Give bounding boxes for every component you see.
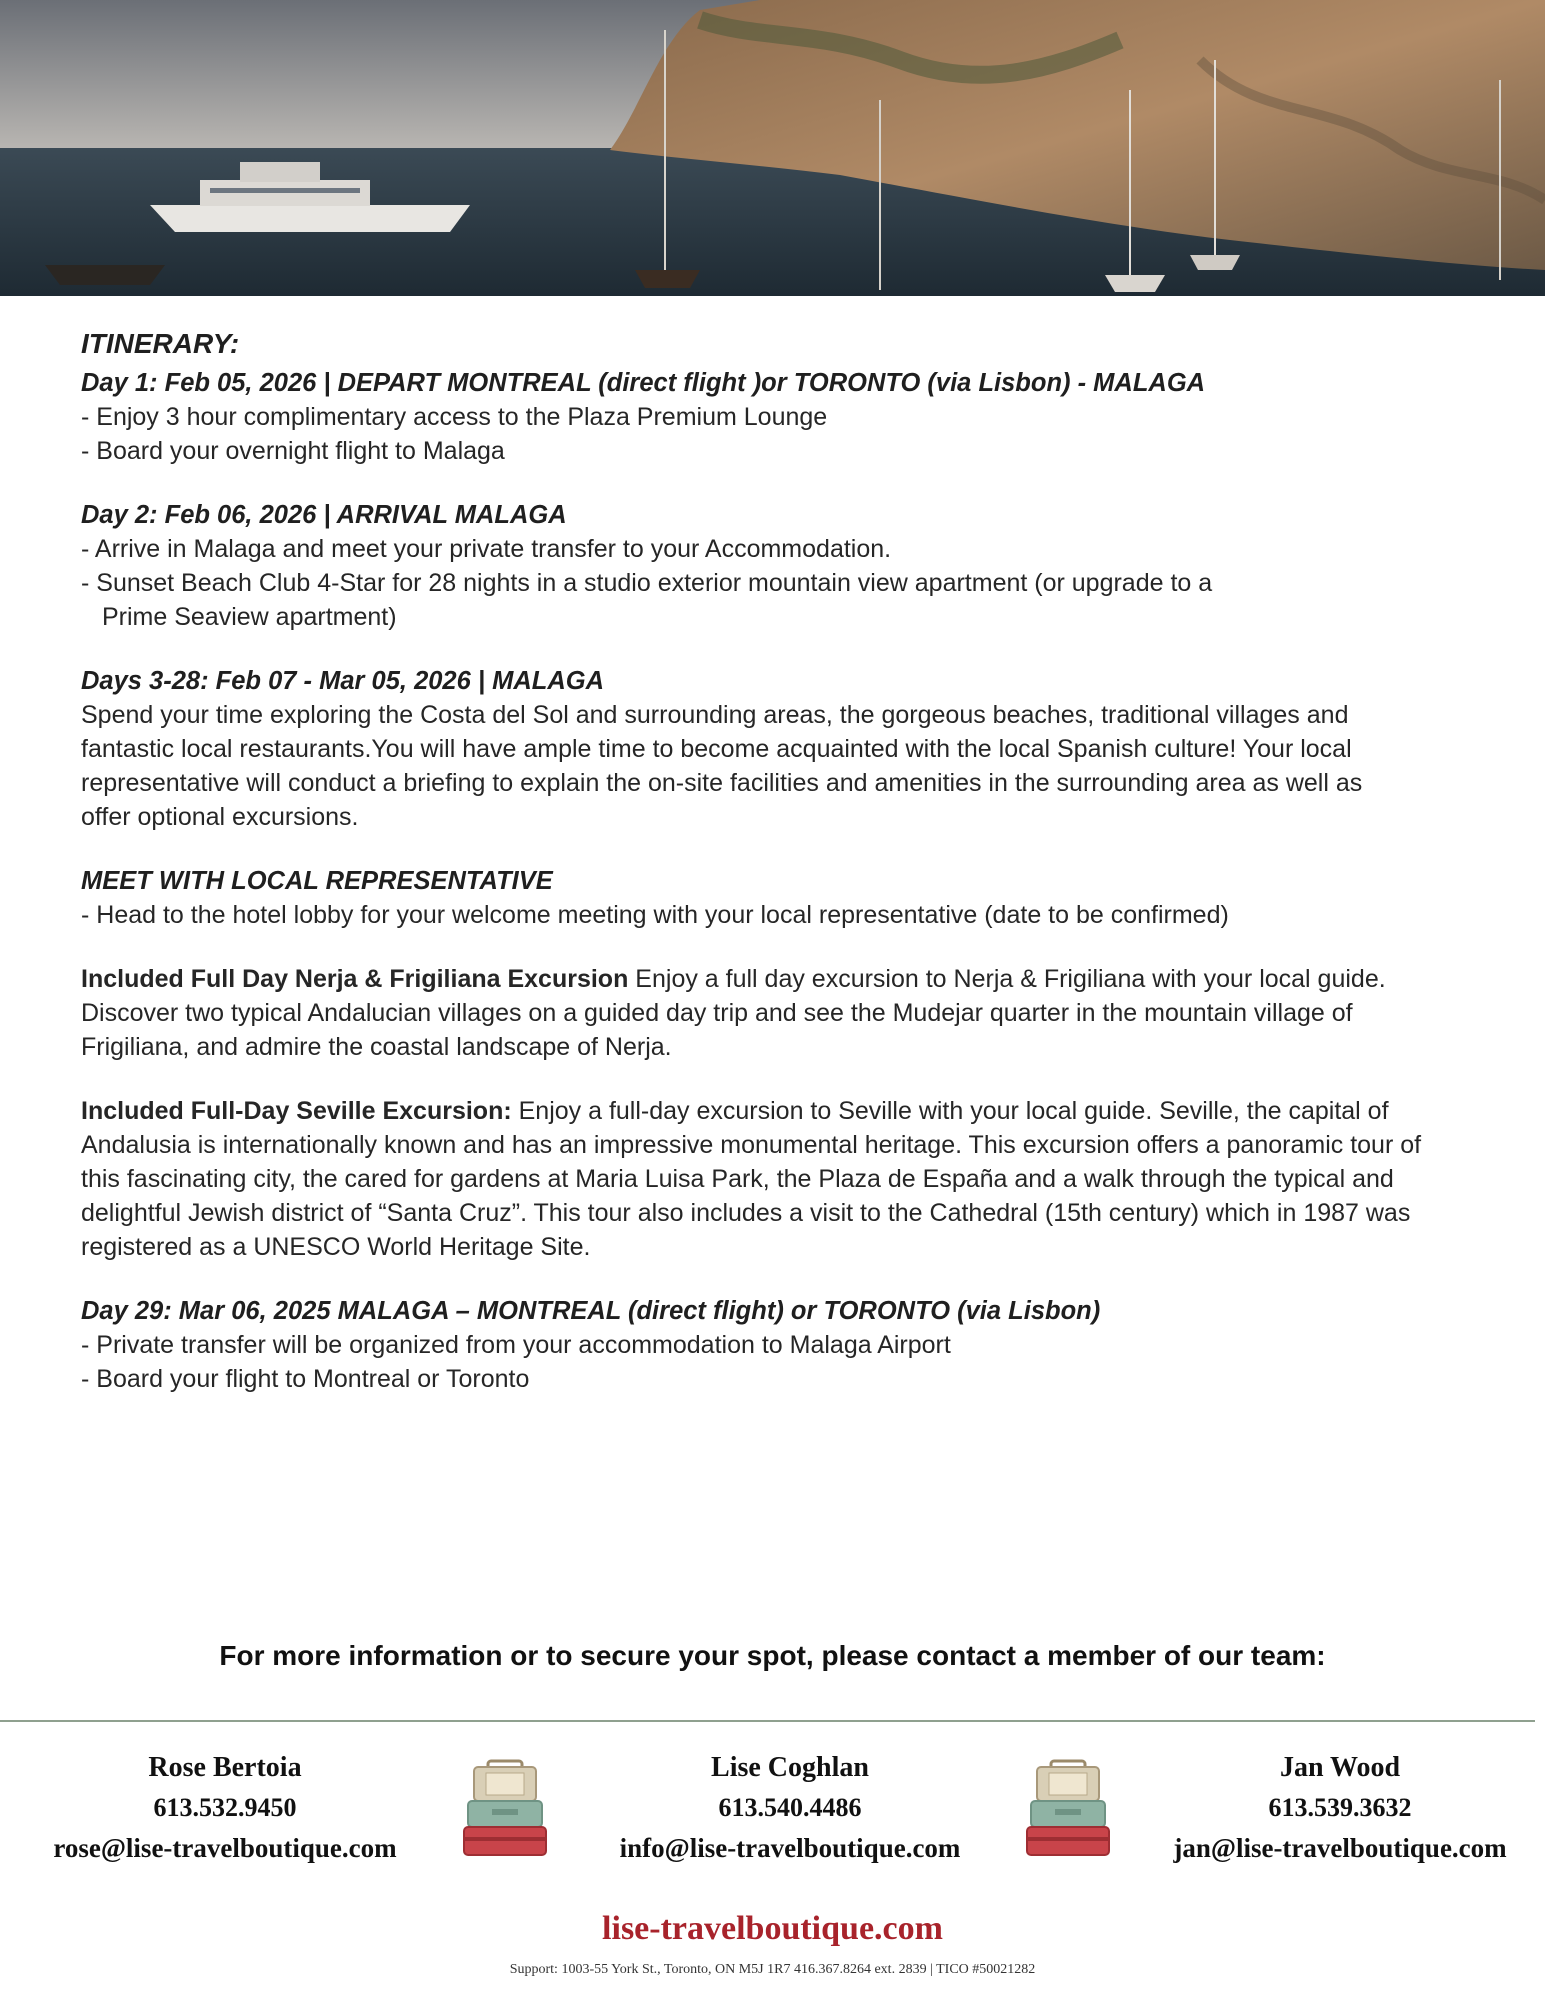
contact-call-to-action: For more information or to secure your spot, please contact a member of our team: — [219, 1640, 1326, 1671]
day-29-item: - Private transfer will be organized from your accommodation to Malaga Airport — [81, 1331, 951, 1359]
day-29-section — [81, 1294, 1481, 1396]
seville-excursion-title: Included Full-Day Seville Excursion: — [81, 1097, 512, 1125]
contact-name: Lise Coghlan — [711, 1752, 869, 1783]
meet-representative-heading: MEET WITH LOCAL REPRESENTATIVE — [81, 867, 553, 895]
days-3-28-heading: Days 3-28: Feb 07 - Mar 05, 2026 | MALAGA — [81, 667, 604, 695]
contact-email[interactable]: rose@lise-travelboutique.com — [53, 1833, 397, 1863]
day-1-heading: Day 1: Feb 05, 2026 | DEPART MONTREAL (direct flight )or TORONTO (via Lisbon) - MALAGA — [81, 369, 1206, 397]
contact-phone[interactable]: 613.532.9450 — [153, 1793, 297, 1822]
contact-phone[interactable]: 613.540.4486 — [718, 1793, 862, 1822]
day-1-section — [81, 366, 1481, 468]
hero-coastal-photo — [0, 0, 1545, 296]
days-3-28-text: Spend your time exploring the Costa del Sol and surrounding areas, the gorgeous beaches, traditional villages and fantastic local restaurants.You will have ample time to become acquainted with the local Spanish culture! Your local representative will conduct a briefing to explain the on-site facilities and amenities in the surrounding area as well as offer optional excursions. — [81, 701, 1363, 831]
seville-excursion-section — [81, 1094, 1481, 1264]
day-2-section — [81, 498, 1481, 634]
contact-phone[interactable]: 613.539.3632 — [1268, 1793, 1412, 1822]
contact-email[interactable]: jan@lise-travelboutique.com — [1173, 1833, 1507, 1863]
contact-name: Jan Wood — [1279, 1752, 1401, 1783]
itinerary — [81, 328, 1481, 1426]
meet-representative-section — [81, 864, 1481, 932]
day-1-item: - Board your overnight flight to Malaga — [81, 437, 505, 465]
day-2-item: - Sunset Beach Club 4-Star for 28 nights in a studio exterior mountain view apartment (or upgrade to a Prime Seaview apartment) — [81, 569, 1213, 631]
day-29-heading: Day 29: Mar 06, 2025 MALAGA – MONTREAL (direct flight) or TORONTO (via Lisbon) — [81, 1297, 1101, 1325]
day-2-item: - Arrive in Malaga and meet your private transfer to your Accommodation. — [81, 535, 892, 563]
nerja-excursion-title: Included Full Day Nerja & Frigiliana Excursion — [81, 965, 629, 993]
days-3-28-section — [81, 664, 1481, 834]
contact-card-rose — [20, 1748, 430, 1868]
seville-excursion-text: Enjoy a full-day excursion to Seville with your local guide. Seville, the capital of Andalusia is internationally known and has an impressive monumental heritage. This excursion offers a panoramic tour of this fascinating city, the cared for gardens at Maria Luisa Park, the Plaza de España and a walk through the typical and delightful Jewish district of “Santa Cruz”. This tour also includes a visit to the Cathedral (15th century) which in 1987 was registered as a UNESCO World Heritage Site. — [81, 1097, 1422, 1261]
contact-card-lise — [585, 1748, 995, 1868]
luggage-stack-icon — [1025, 1757, 1111, 1857]
divider — [0, 1720, 1535, 1722]
day-2-heading: Day 2: Feb 06, 2026 | ARRIVAL MALAGA — [81, 501, 567, 529]
support-info: Support: 1003-55 York St., Toronto, ON M5J 1R7 416.367.8264 ext. 2839 | TICO #50021282 — [509, 1962, 1036, 1977]
day-1-item: - Enjoy 3 hour complimentary access to the Plaza Premium Lounge — [81, 403, 828, 431]
website-link[interactable]: lise-travelboutique.com — [602, 1910, 943, 1947]
contact-email[interactable]: info@lise-travelboutique.com — [619, 1833, 961, 1863]
luggage-stack-icon — [462, 1757, 548, 1857]
nerja-excursion-section — [81, 962, 1481, 1064]
contact-name: Rose Bertoia — [148, 1752, 302, 1783]
meet-representative-item: - Head to the hotel lobby for your welcome meeting with your local representative (date to be confirmed) — [81, 901, 1229, 929]
contact-card-jan — [1140, 1748, 1540, 1868]
nerja-excursion-text: Enjoy a full day excursion to Nerja & Frigiliana with your local guide. Discover two typical Andalucian villages on a guided day trip and see the Mudejar quarter in the mountain village of Frigiliana, and admire the coastal landscape of Nerja. — [81, 965, 1386, 1061]
day-29-item: - Board your flight to Montreal or Toronto — [81, 1365, 530, 1393]
itinerary-title: ITINERARY: — [81, 328, 240, 359]
